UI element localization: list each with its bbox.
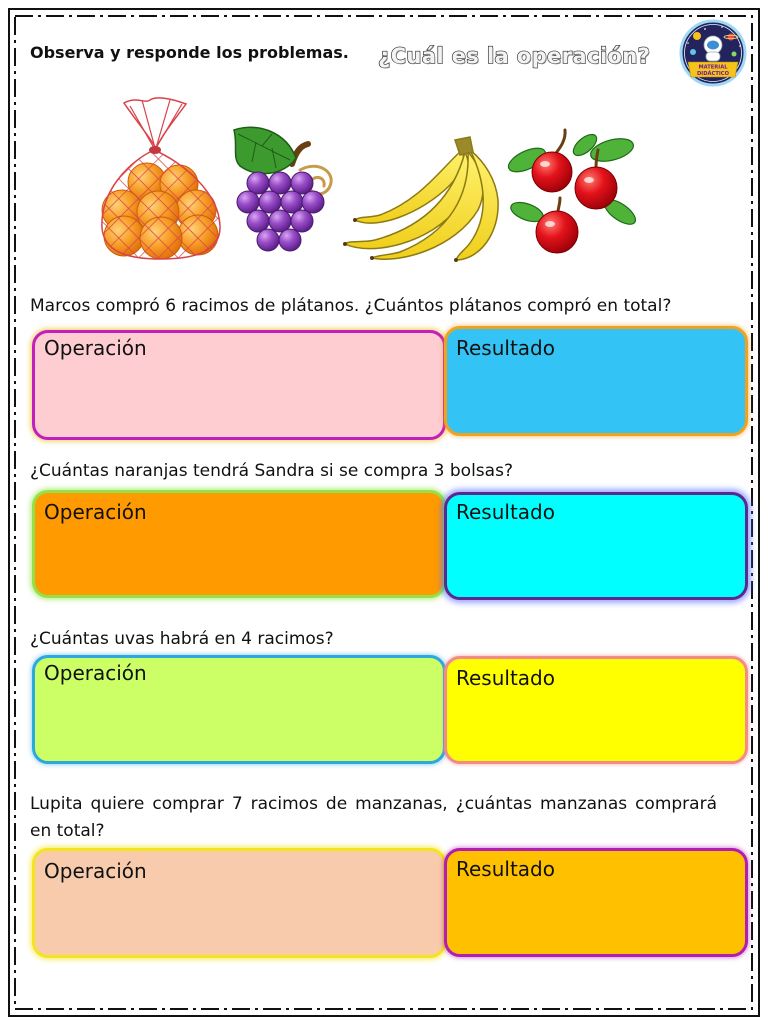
operation-box: [32, 655, 446, 764]
grapes-icon: [234, 127, 331, 251]
instruction-text: Observa y responde los problemas.: [30, 43, 349, 62]
question-line: Lupita quiere comprar 7 racimos de manzanas, ¿cuántas manzanas comprará: [30, 794, 717, 814]
result-box: [444, 848, 748, 957]
question-line: ¿Cuántas uvas habrá en 4 racimos?: [30, 629, 334, 649]
apples-icon: [505, 130, 639, 253]
operation-label: Operación: [44, 859, 147, 883]
problem-question: [30, 458, 513, 485]
result-label: Resultado: [456, 857, 555, 881]
operation-box: [32, 330, 446, 440]
result-box: [444, 326, 748, 436]
result-label: Resultado: [456, 336, 555, 360]
question-line: ¿Cuántas naranjas tendrá Sandra si se compra 3 bolsas?: [30, 461, 513, 481]
operation-box: [32, 490, 446, 598]
operation-box: [32, 848, 446, 958]
problem-question: [30, 791, 717, 845]
result-label: Resultado: [456, 500, 555, 524]
operation-label: Operación: [44, 336, 147, 360]
result-box: [444, 656, 748, 764]
logo-text-line1: MATERIAL: [698, 64, 728, 71]
result-label: Resultado: [456, 666, 555, 690]
worksheet-title: ¿Cuál es la operación?: [378, 44, 651, 68]
operation-label: Operación: [44, 661, 147, 685]
question-line: Marcos compró 6 racimos de plátanos. ¿Cuántos plátanos compró en total?: [30, 296, 672, 316]
material-didactico-logo: [678, 18, 748, 88]
fruits-illustration: [90, 90, 650, 270]
result-box: [444, 492, 748, 600]
problem-question: [30, 626, 334, 653]
oranges-bag-icon: [102, 98, 220, 259]
operation-label: Operación: [44, 500, 147, 524]
question-line: en total?: [30, 821, 105, 841]
logo-text-line2: DIDÁCTICO: [696, 71, 730, 77]
bananas-icon: [343, 137, 498, 262]
problem-question: [30, 293, 671, 320]
